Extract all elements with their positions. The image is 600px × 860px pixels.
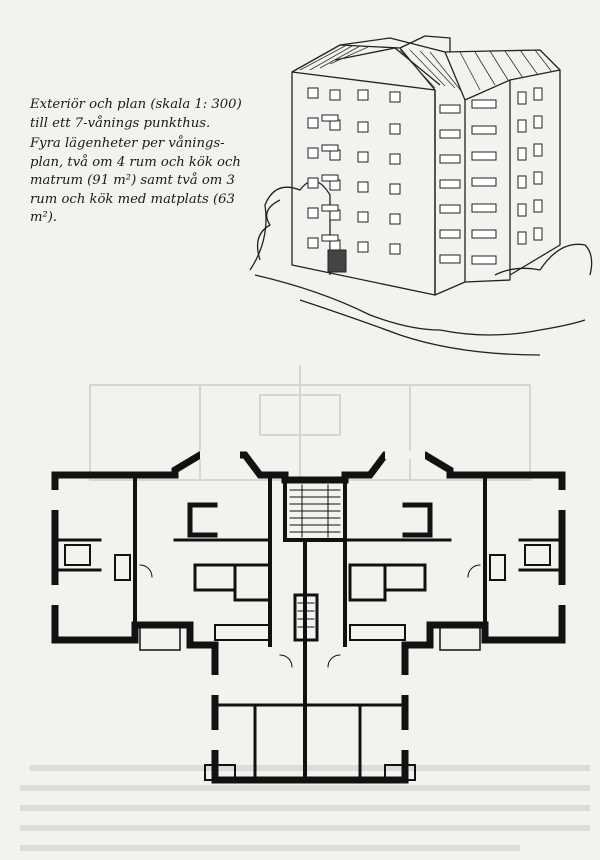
building-exterior-sketch [240,30,600,360]
floor-plan [40,445,580,790]
figure-caption [30,96,255,228]
caption-exterior-plan: Exteriör och plan (skala 1: 300) till ett 7-vånings punkthus. [30,97,242,131]
caption-apartments: Fyra lägenheter per vånings-plan, två om 4 rum och kök och matrum (91 m²) samt två om 3 rum och kök med matplats (63 m²). [30,136,241,225]
